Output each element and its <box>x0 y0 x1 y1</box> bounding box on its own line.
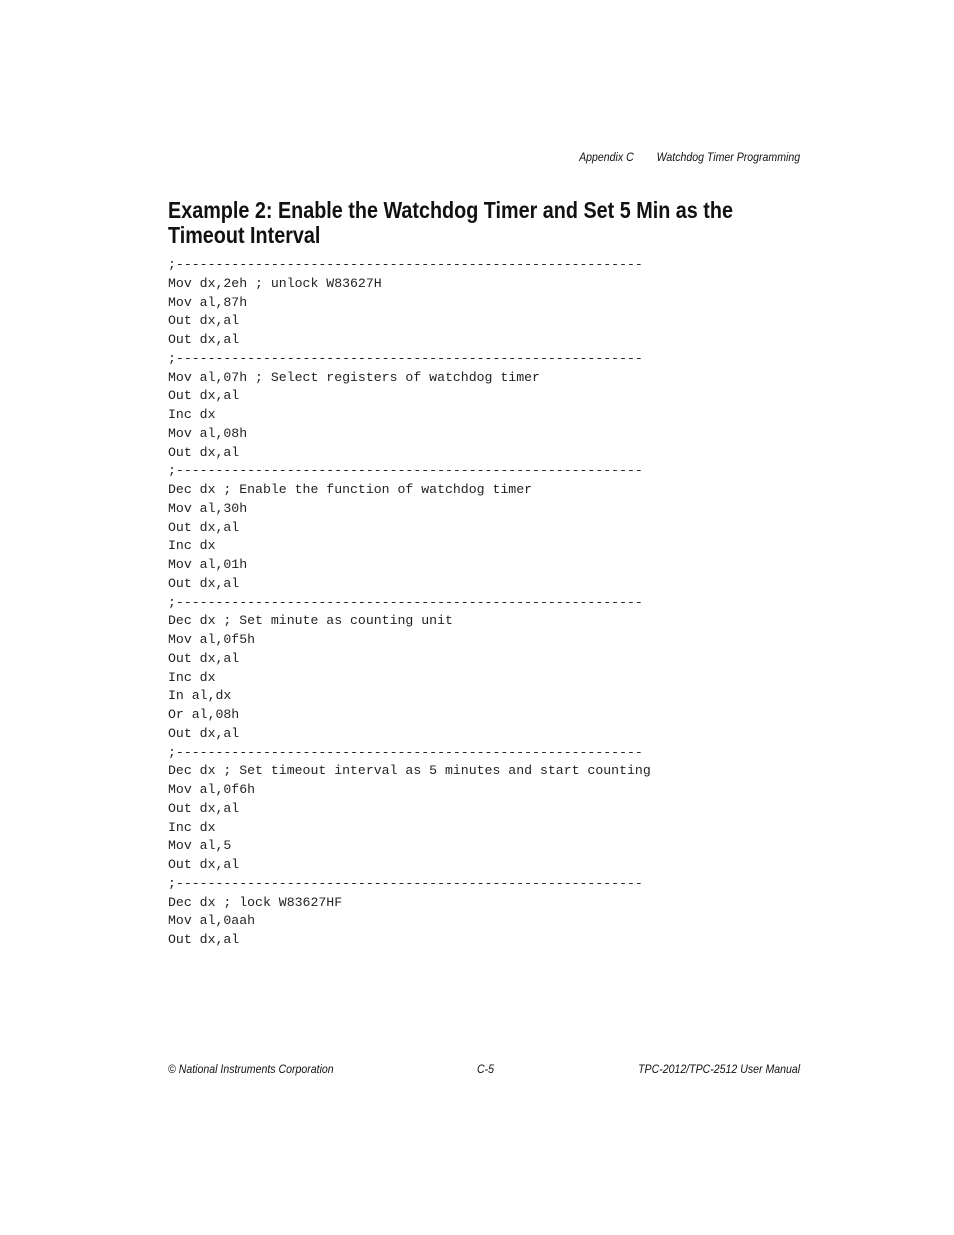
code-separator-line: ;----------------------------------------------------------- <box>168 594 643 610</box>
code-line: Out dx,al <box>168 800 240 816</box>
code-line: Out dx,al <box>168 388 240 404</box>
code-line: Out dx,al <box>168 519 240 535</box>
page-header <box>579 150 800 164</box>
code-separator-line: ;----------------------------------------------------------- <box>168 463 643 479</box>
code-separator-line: ;----------------------------------------------------------- <box>168 350 643 366</box>
code-line: Mov al,87h <box>168 294 248 310</box>
code-line: Out dx,al <box>168 932 240 947</box>
code-separator-line: ;----------------------------------------------------------- <box>168 257 643 272</box>
code-line: Dec dx ; Enable the function of watchdog timer <box>168 482 533 497</box>
code-line: Or al,08h <box>168 707 240 722</box>
code-line: In al,dx <box>168 688 232 704</box>
code-listing <box>168 256 651 950</box>
code-line: Dec dx ; Set minute as counting unit <box>168 613 453 629</box>
code-line: Mov al,08h <box>168 425 248 441</box>
page-footer <box>168 1062 800 1078</box>
code-line: Out dx,al <box>168 332 240 347</box>
footer-manual-title: TPC-2012/TPC-2512 User Manual <box>638 1062 800 1076</box>
code-line: Mov al,07h ; Select registers of watchdog timer <box>168 369 540 385</box>
section-title <box>168 198 770 248</box>
code-line: Mov al,30h <box>168 500 248 516</box>
code-line: Inc dx <box>168 407 216 422</box>
footer-page-number: C-5 <box>477 1062 495 1076</box>
header-appendix: Appendix C <box>579 150 634 164</box>
code-line: Mov dx,2eh ; unlock W83627H <box>168 275 382 291</box>
code-line: Mov al,01h <box>168 557 248 572</box>
code-line: Mov al,0aah <box>168 913 256 929</box>
code-line: Mov al,5 <box>168 838 232 854</box>
code-line: Inc dx <box>168 669 216 685</box>
code-line: Out dx,al <box>168 575 240 591</box>
code-separator-line: ;----------------------------------------------------------- <box>168 744 643 760</box>
header-chapter: Watchdog Timer Programming <box>656 150 800 164</box>
code-line: Mov al,0f5h <box>168 632 256 647</box>
code-line: Out dx,al <box>168 857 240 872</box>
code-line: Dec dx ; Set timeout interval as 5 minutes and start counting <box>168 763 651 779</box>
code-line: Inc dx <box>168 819 216 835</box>
code-separator-line: ;----------------------------------------------------------- <box>168 875 643 891</box>
code-line: Inc dx <box>168 538 216 554</box>
footer-copyright: © National Instruments Corporation <box>168 1062 334 1076</box>
code-line: Out dx,al <box>168 313 240 329</box>
code-line: Out dx,al <box>168 725 240 741</box>
code-line: Mov al,0f6h <box>168 782 256 797</box>
code-line: Out dx,al <box>168 444 240 460</box>
section-title-line-2: Timeout Interval <box>168 222 321 248</box>
code-line: Out dx,al <box>168 650 240 666</box>
code-line: Dec dx ; lock W83627HF <box>168 894 343 910</box>
section-title-line-1: Example 2: Enable the Watchdog Timer and Set 5 Min as the <box>168 197 733 223</box>
